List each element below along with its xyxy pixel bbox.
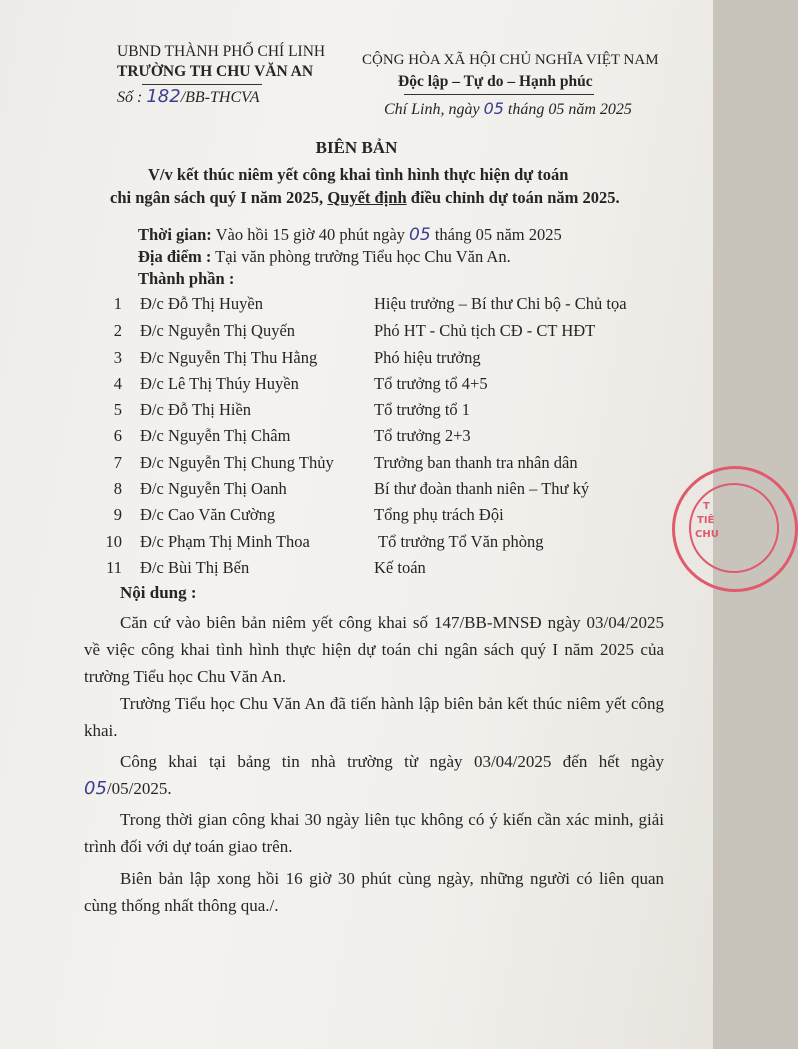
member-role: Phó hiệu trưởng xyxy=(374,348,481,367)
member-role: Kế toán xyxy=(374,558,426,577)
member-row: 5 Đ/c Đỗ Thị Hiền Tổ trưởng tổ 1 xyxy=(113,400,471,419)
seal-text: TIÊ xyxy=(697,515,715,526)
member-role: Tổ trưởng tổ 4+5 xyxy=(374,374,488,393)
member-name: Đ/c Lê Thị Thúy Huyền xyxy=(140,374,299,393)
document-title: BIÊN BẢN xyxy=(315,138,398,157)
member-role: Trưởng ban thanh tra nhân dân xyxy=(374,453,578,472)
agency-name: UBND THÀNH PHỐ CHÍ LINH xyxy=(117,43,326,60)
members-label: Thành phần : xyxy=(138,269,235,288)
member-row: 11 Đ/c Bùi Thị Bến Kế toán xyxy=(106,558,426,577)
member-row: 6 Đ/c Nguyễn Thị Châm Tổ trưởng 2+3 xyxy=(113,426,471,445)
seal-text: T xyxy=(703,501,710,512)
content-label: Nội dung : xyxy=(120,583,197,602)
seal-inner-ring xyxy=(689,483,779,573)
member-role: Tổng phụ trách Đội xyxy=(374,505,504,524)
motto: Độc lập – Tự do – Hạnh phúc xyxy=(398,73,593,90)
number-prefix: Số : xyxy=(117,89,143,106)
meeting-place xyxy=(138,247,511,267)
content-paragraph-1: Căn cứ vào biên bản niêm yết công khai số 147/BB-MNSĐ ngày 03/04/2025 về việc công khai tình hình thực hiện dự toán chi ngân sách quý I năm 2025 của trường Tiểu học Chu Văn An. xyxy=(84,613,664,686)
school-name: TRƯỜNG TH CHU VĂN AN xyxy=(117,63,314,80)
seal-text: CHU xyxy=(695,529,719,540)
official-seal xyxy=(672,466,798,592)
member-role: Tổ trưởng tổ 1 xyxy=(374,400,471,419)
number-suffix: /BB-THCVA xyxy=(180,89,260,106)
member-name: Đ/c Cao Văn Cường xyxy=(140,505,276,524)
decision-text: Quyết định xyxy=(327,188,407,207)
member-role: Phó HT - Chủ tịch CĐ - CT HĐT xyxy=(374,321,596,340)
document-number xyxy=(117,86,260,107)
member-role: Hiệu trưởng – Bí thư Chi bộ - Chủ tọa xyxy=(374,294,627,313)
member-row: 1 Đ/c Đỗ Thị Huyền Hiệu trưởng – Bí thư Chi bộ - Chủ tọa xyxy=(113,294,627,313)
school-underline xyxy=(142,84,262,85)
time-label: Thời gian: xyxy=(138,225,212,244)
member-name: Đ/c Đỗ Thị Huyền xyxy=(140,294,263,313)
document-date xyxy=(384,99,632,119)
member-name: Đ/c Bùi Thị Bến xyxy=(140,558,250,577)
date-prefix: Chí Linh, ngày xyxy=(384,101,480,118)
member-row: 10 Đ/c Phạm Thị Minh Thoa Tổ trưởng Tổ Văn phòng xyxy=(105,532,544,551)
member-name: Đ/c Đỗ Thị Hiền xyxy=(140,400,252,419)
member-role: Bí thư đoàn thanh niên – Thư ký xyxy=(374,479,590,498)
handwritten-end-day: 05 xyxy=(84,778,107,799)
content-paragraph-5: Biên bản lập xong hồi 16 giờ 30 phút cùng ngày, những người có liên quan cùng thống nhất thông qua./. xyxy=(84,869,664,915)
time-value: Vào hồi 15 giờ 40 phút ngày xyxy=(215,225,405,244)
member-row: 9 Đ/c Cao Văn Cường Tổng phụ trách Đội xyxy=(113,505,504,524)
content-paragraph-3: Công khai tại bảng tin nhà trường từ ngày 03/04/2025 đến hết ngày 05/05/2025. xyxy=(84,752,664,799)
nation-title: CỘNG HÒA XÃ HỘI CHỦ NGHĨA VIỆT NAM xyxy=(362,52,659,68)
content-paragraph-2: Trường Tiểu học Chu Văn An đã tiến hành lập biên bản kết thúc niêm yết công khai. xyxy=(84,694,664,740)
date-suffix: tháng 05 năm 2025 xyxy=(507,101,632,118)
member-row: 3 Đ/c Nguyễn Thị Thu Hằng Phó hiệu trưởng xyxy=(113,348,481,367)
time-value-end: tháng 05 năm 2025 xyxy=(434,225,562,244)
member-row: 2 Đ/c Nguyễn Thị Quyến Phó HT - Chủ tịch CĐ - CT HĐT xyxy=(113,321,596,340)
member-name: Đ/c Nguyễn Thị Châm xyxy=(140,426,291,445)
place-value: Tại văn phòng trường Tiểu học Chu Văn An. xyxy=(215,247,511,266)
member-row: 8 Đ/c Nguyễn Thị Oanh Bí thư đoàn thanh niên – Thư ký xyxy=(113,479,590,498)
subject-line-2: chi ngân sách quý I năm 2025, Quyết định điều chỉnh dự toán năm 2025. xyxy=(110,188,620,207)
content-paragraph-4: Trong thời gian công khai 30 ngày liên tục không có ý kiến cần xác minh, giải trình đối với dự toán giao trên. xyxy=(84,810,664,856)
member-name: Đ/c Phạm Thị Minh Thoa xyxy=(140,532,310,551)
member-name: Đ/c Nguyễn Thị Chung Thủy xyxy=(140,453,334,472)
member-row: 4 Đ/c Lê Thị Thúy Huyền Tổ trưởng tổ 4+5 xyxy=(113,374,488,393)
member-row: 7 Đ/c Nguyễn Thị Chung Thủy Trưởng ban thanh tra nhân dân xyxy=(113,453,578,472)
member-name: Đ/c Nguyễn Thị Quyến xyxy=(140,321,296,340)
motto-underline xyxy=(404,94,594,95)
member-name: Đ/c Nguyễn Thị Thu Hằng xyxy=(140,348,318,367)
place-label: Địa điểm : xyxy=(138,247,212,266)
handwritten-time-day: 05 xyxy=(409,225,431,245)
subject-line-1: V/v kết thúc niêm yết công khai tình hình thực hiện dự toán xyxy=(148,165,569,184)
handwritten-number: 182 xyxy=(146,86,181,107)
handwritten-day: 05 xyxy=(483,99,504,118)
member-role: Tổ trưởng 2+3 xyxy=(374,426,471,445)
member-name: Đ/c Nguyễn Thị Oanh xyxy=(140,479,287,498)
meeting-time xyxy=(138,225,562,245)
member-role: Tổ trưởng Tổ Văn phòng xyxy=(378,532,544,551)
